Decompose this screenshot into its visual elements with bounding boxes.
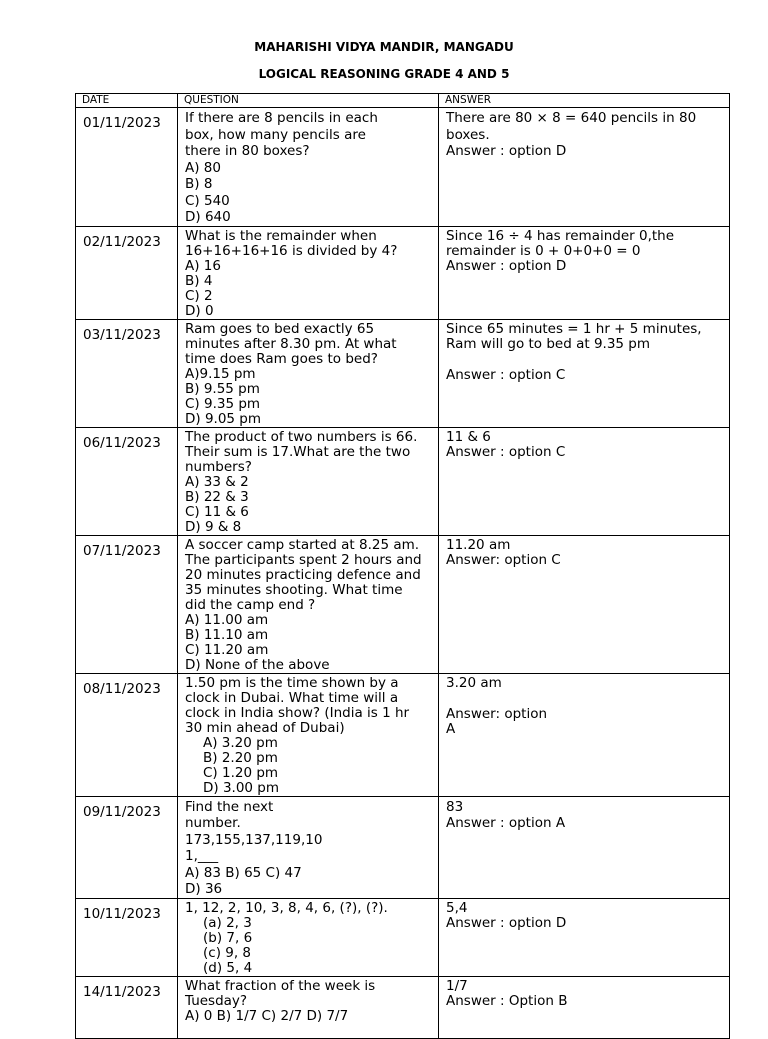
school-name: MAHARISHI VIDYA MANDIR, MANGADU [254,40,514,54]
table-row [76,535,730,673]
answer-line: Answer : option C [446,366,566,383]
answer-option: A) 11.00 am [185,611,269,628]
question-line: Their sum is 17.What are the two [185,443,411,460]
answer-line [446,691,729,707]
question-line: did the camp end ? [185,596,316,613]
answer-option: A) 80 [185,159,221,176]
answer-option: A) 0 B) 1/7 C) 2/7 D) 7/7 [185,1007,349,1024]
answer-line: Since 16 ÷ 4 has remainder 0,the [446,227,675,244]
row-answer [439,427,730,535]
table-row [76,108,730,227]
answer-line: A [446,720,456,737]
row-question [178,976,439,1038]
question-line: If there are 8 pencils in each [185,110,378,126]
worksheet-title: LOGICAL REASONING GRADE 4 AND 5 [258,67,510,81]
answer-line: Answer: option [446,705,548,722]
answer-line: Ram will go to bed at 9.35 pm [446,335,651,352]
row-date: 10/11/2023 [76,898,178,976]
question-line: The product of two numbers is 66. [185,428,418,445]
question-line: Tuesday? [185,992,248,1009]
answer-option: (a) 2, 3 [203,914,252,931]
answer-option: C) 11.20 am [185,641,269,658]
answer-option: D) 9 & 8 [185,518,242,535]
row-question [178,673,439,796]
column-header-date: DATE [76,94,178,108]
row-date: 07/11/2023 [76,535,178,673]
table-row [76,673,730,796]
answer-option: B) 9.55 pm [185,380,260,397]
question-line: 1,___ [185,848,219,864]
question-line: What fraction of the week is [185,977,376,994]
answer-line: remainder is 0 + 0+0+0 = 0 [446,242,641,259]
table-row [76,898,730,976]
row-answer [439,796,730,898]
question-line: time does Ram goes to bed? [185,350,378,367]
row-question [178,226,439,319]
answer-line: Answer : option D [446,143,567,159]
answer-line: Answer : option A [446,815,566,831]
answer-option: A) 3.20 pm [203,734,278,751]
row-date: 03/11/2023 [76,319,178,427]
row-answer [439,673,730,796]
question-line: 173,155,137,119,10 [185,831,323,848]
answer-line: Answer : option D [446,914,567,931]
answer-option: D) 640 [185,209,231,225]
answer-line: Since 65 minutes = 1 hr + 5 minutes, [446,320,702,337]
answer-option: A)9.15 pm [185,365,256,382]
answer-line: Answer : option D [446,257,567,274]
row-question [178,796,439,898]
row-answer [439,535,730,673]
answer-option: B) 8 [185,176,213,192]
row-date: 08/11/2023 [76,673,178,796]
row-answer [439,108,730,227]
question-line: number. [185,815,241,831]
row-answer [439,319,730,427]
column-header-question: QUESTION [178,94,439,108]
answer-option: B) 22 & 3 [185,488,249,505]
question-line: Ram goes to bed exactly 65 [185,320,375,337]
answer-option: D) 3.00 pm [203,779,280,796]
answer-option: C) 1.20 pm [203,764,279,781]
question-line: 16+16+16+16 is divided by 4? [185,242,398,259]
row-answer [439,976,730,1038]
answer-line: There are 80 × 8 = 640 pencils in 80 [446,110,697,126]
row-date: 09/11/2023 [76,796,178,898]
question-line: Find the next [185,798,274,815]
question-line: 1, 12, 2, 10, 3, 8, 4, 6, (?), (?). [185,899,388,916]
answer-option: D) 0 [185,302,214,319]
question-line: What is the remainder when [185,227,377,244]
row-question [178,535,439,673]
table-row [76,427,730,535]
answer-option: C) 2 [185,287,213,304]
question-line: numbers? [185,458,252,475]
question-line: there in 80 boxes? [185,143,310,159]
qa-table [75,93,730,1039]
row-question [178,427,439,535]
answer-option: A) 16 [185,257,221,274]
row-date: 14/11/2023 [76,976,178,1038]
table-row [76,796,730,898]
answer-line [446,352,729,368]
question-line: The participants spent 2 hours and [185,551,422,568]
row-date: 06/11/2023 [76,427,178,535]
table-row [76,319,730,427]
row-question [178,898,439,976]
answer-line: 11.20 am [446,536,511,553]
answer-option: A) 33 & 2 [185,473,249,490]
table-header-row [76,94,730,108]
answer-line: 1/7 [446,977,468,994]
table-row [76,226,730,319]
answer-line: 5,4 [446,899,468,916]
row-date: 01/11/2023 [76,108,178,227]
answer-option: (d) 5, 4 [203,959,253,976]
answer-option: D) 36 [185,881,223,897]
question-line: 35 minutes shooting. What time [185,581,403,598]
answer-option: (c) 9, 8 [203,944,252,961]
answer-option: (b) 7, 6 [203,929,253,946]
question-line: minutes after 8.30 pm. At what [185,335,397,352]
row-question [178,319,439,427]
answer-line: 3.20 am [446,674,502,691]
row-question [178,108,439,227]
answer-option: D) None of the above [185,656,330,673]
table-body [76,108,730,1039]
row-answer [439,226,730,319]
answer-line: 11 & 6 [446,428,491,445]
answer-line: 83 [446,798,464,815]
answer-option: D) 9.05 pm [185,410,262,427]
answer-option: B) 11.10 am [185,626,269,643]
question-line: clock in Dubai. What time will a [185,689,399,706]
question-line: A soccer camp started at 8.25 am. [185,536,420,553]
column-header-answer: ANSWER [439,94,730,108]
answer-option: C) 540 [185,192,230,209]
answer-option: C) 9.35 pm [185,395,261,412]
row-answer [439,898,730,976]
answer-line: Answer : option C [446,443,566,460]
answer-line: Answer : Option B [446,992,568,1009]
answer-option: C) 11 & 6 [185,503,249,520]
question-line: 30 min ahead of Dubai) [185,719,345,736]
question-line: 1.50 pm is the time shown by a [185,674,399,691]
answer-line: boxes. [446,126,490,143]
table-row [76,976,730,1038]
question-line: 20 minutes practicing defence and [185,566,421,583]
question-line: clock in India show? (India is 1 hr [185,704,410,721]
answer-option: B) 2.20 pm [203,749,278,766]
answer-option: A) 83 B) 65 C) 47 [185,864,302,881]
answer-option: B) 4 [185,272,213,289]
answer-line: Answer: option C [446,551,561,568]
row-date: 02/11/2023 [76,226,178,319]
question-line: box, how many pencils are [185,126,366,143]
